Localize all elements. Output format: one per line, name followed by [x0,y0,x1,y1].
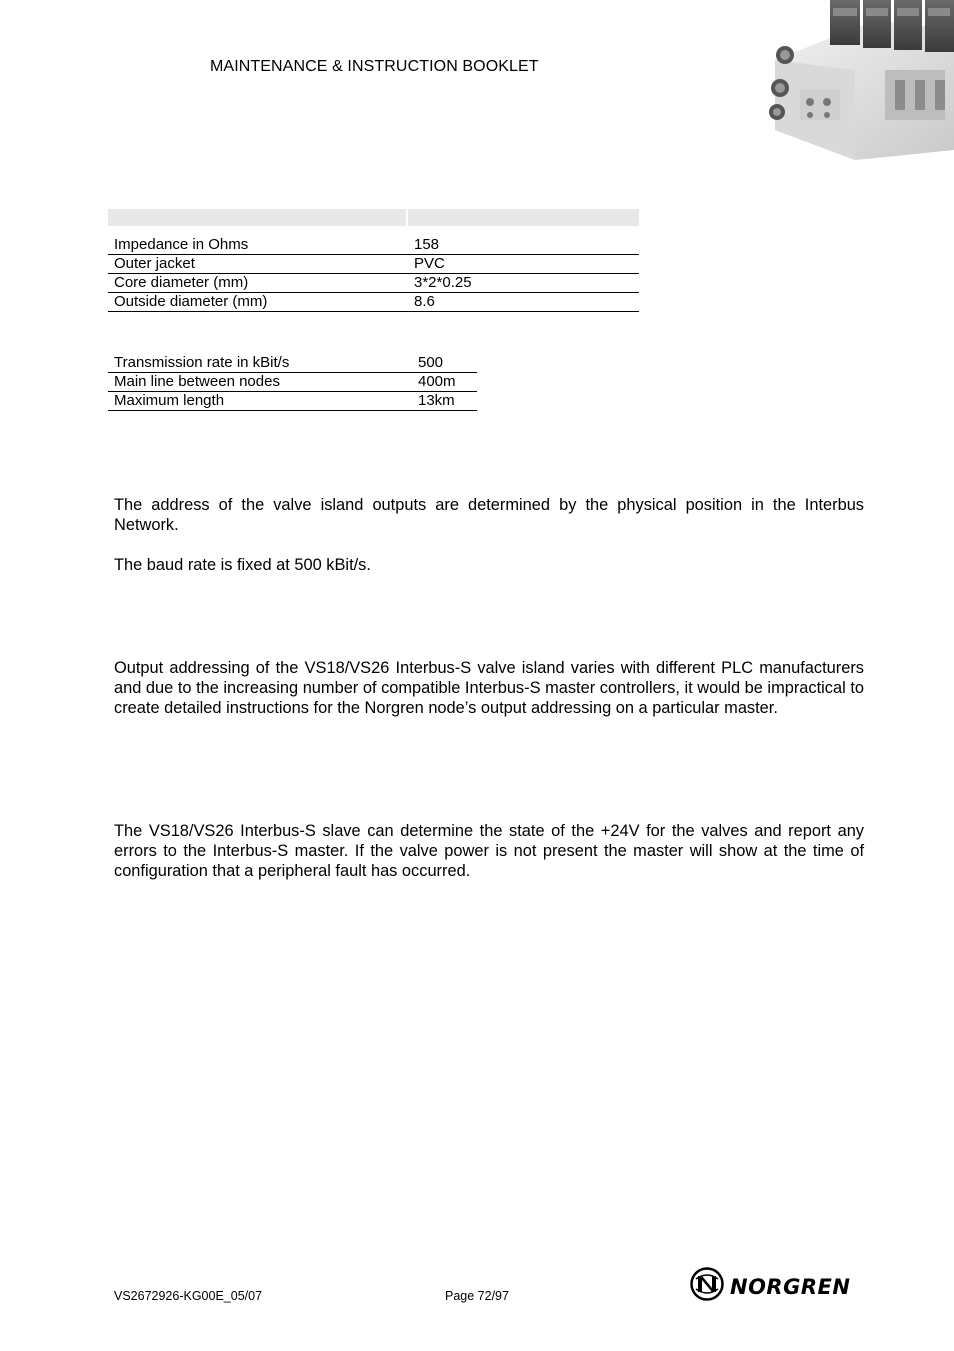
row-value: 500 [412,354,477,373]
table-header-cell [408,209,639,226]
row-value: 13km [412,392,477,411]
row-value: 400m [412,373,477,392]
table-header-row [108,209,639,226]
page-header-title: MAINTENANCE & INSTRUCTION BOOKLET [210,58,539,75]
row-label: Impedance in Ohms [108,236,406,255]
row-label: Main line between nodes [108,373,412,392]
row-value: 158 [408,236,639,255]
row-value: PVC [408,255,639,274]
table-row [108,392,477,411]
row-label: Maximum length [108,392,412,411]
document-code: VS2672926-KG00E_05/07 [114,1289,263,1303]
norgren-logo [690,1267,850,1306]
baud-rate-paragraph: The baud rate is fixed at 500 kBit/s. [114,556,371,574]
row-value: 8.6 [408,293,639,312]
table-header-cell [108,209,406,226]
valve-island-image [755,0,954,160]
row-label: Outside diameter (mm) [108,293,406,312]
row-value: 3*2*0.25 [408,274,639,293]
brand-name: NORGREN [730,1274,851,1299]
table-row [108,293,639,312]
table-spacer-row [108,226,639,236]
table-row [108,274,639,293]
norgren-logo-icon [690,1267,724,1306]
addressing-paragraph: The address of the valve island outputs are determined by the physical position in the Interbus Network. [114,496,864,534]
table-row [108,373,477,392]
row-label: Outer jacket [108,255,406,274]
bus-spec-table [108,354,477,411]
row-label: Core diameter (mm) [108,274,406,293]
row-label: Transmission rate in kBit/s [108,354,412,373]
table-row [108,236,639,255]
diagnostics-paragraph: The VS18/VS26 Interbus-S slave can determine the state of the +24V for the valves and report any errors to the Interbus-S master. If the valve power is not present the master will show at the time of configuration that a peripheral fault has occurred. [114,822,864,880]
table-row [108,255,639,274]
output-addressing-paragraph: Output addressing of the VS18/VS26 Interbus-S valve island varies with different PLC manufacturers and due to the increasing number of compatible Interbus-S master controllers, it would be impractical to create detailed instructions for the Norgren node’s output addressing on a particular master. [114,659,864,717]
table-row [108,354,477,373]
page-number: Page 72/97 [445,1289,509,1303]
cable-spec-table [108,209,639,312]
